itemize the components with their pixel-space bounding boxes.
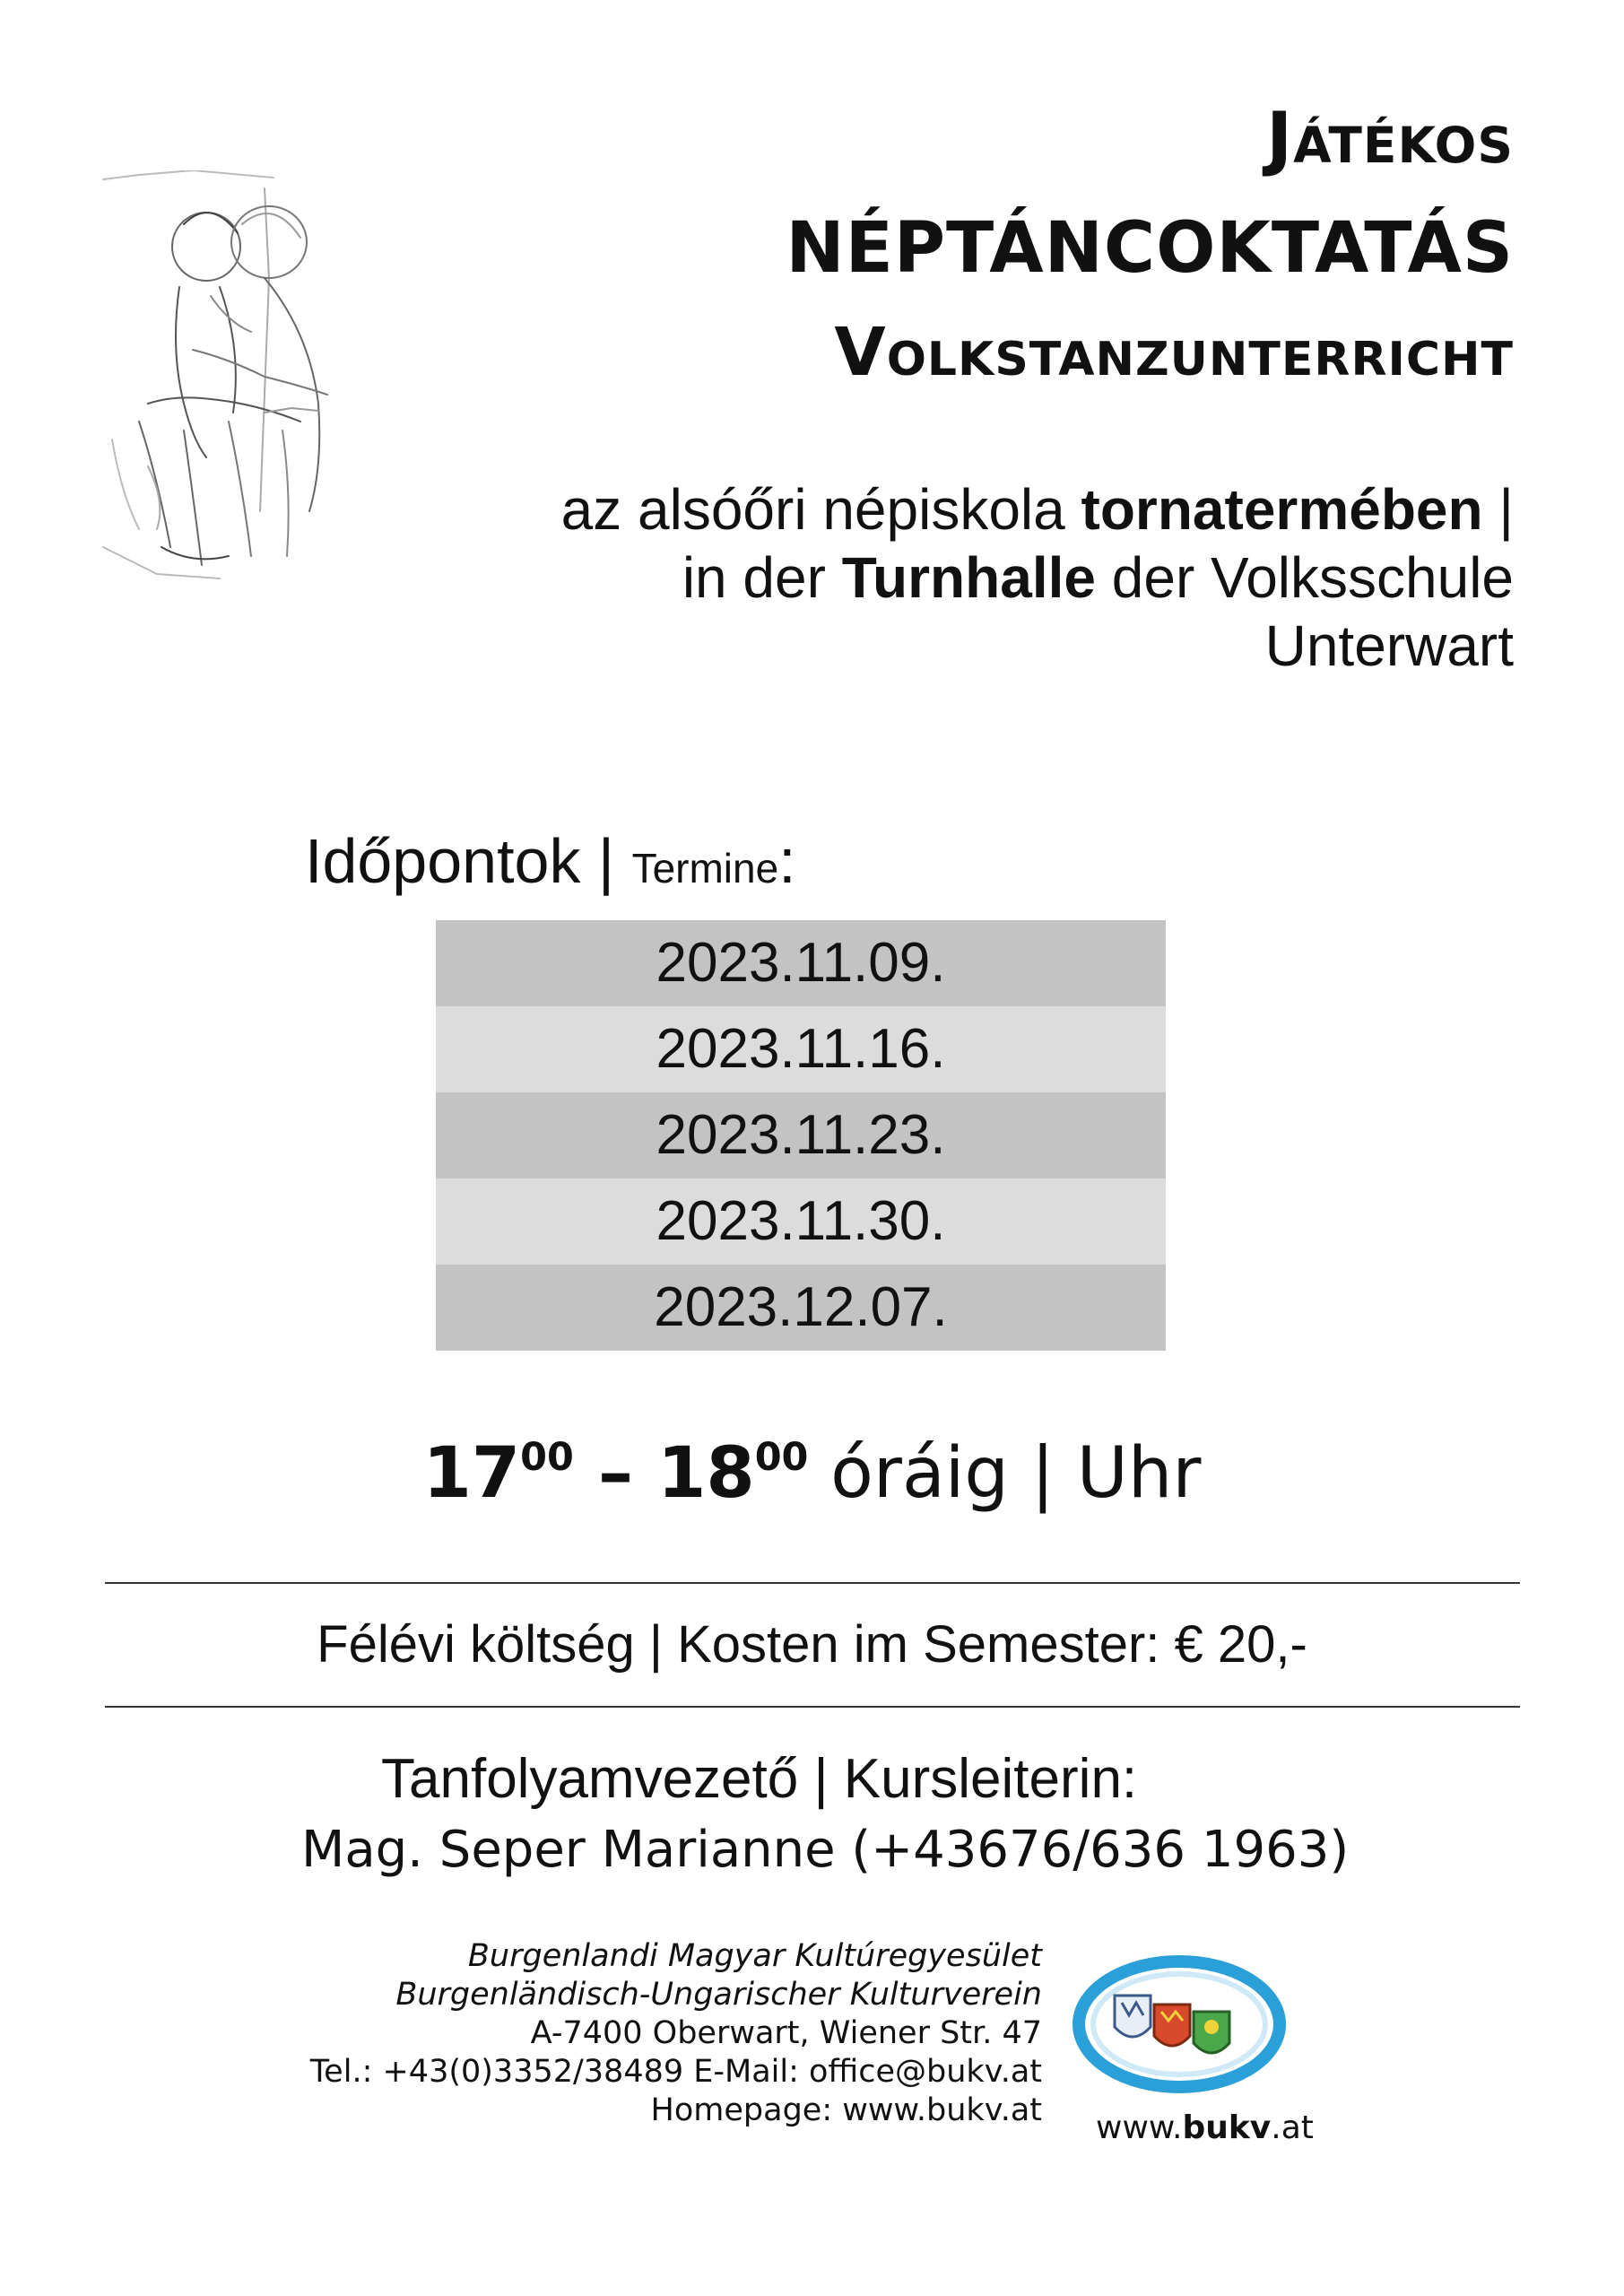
date-row: 2023.11.09.: [436, 920, 1166, 1006]
org-name-de: Burgenländisch-Ungarischer Kulturverein: [395, 1977, 1042, 2013]
dates-heading-main: Időpontok |: [305, 826, 632, 896]
location-line-1: [561, 475, 1514, 544]
bukv-logo: [1072, 1942, 1287, 2103]
logo-url-prefix: www.: [1096, 2109, 1183, 2146]
org-homepage: Homepage: www.bukv.at: [650, 2092, 1042, 2128]
org-address: A-7400 Oberwart, Wiener Str. 47: [530, 2015, 1042, 2051]
logo-url: [1096, 2109, 1314, 2146]
date-row: 2023.11.16.: [436, 1006, 1166, 1092]
logo-url-bold: bukv: [1182, 2109, 1272, 2146]
dates-heading-small: Termine: [631, 845, 779, 891]
time-start-hour: 17: [422, 1433, 521, 1514]
date-row: 2023.12.07.: [436, 1265, 1166, 1351]
divider-top: [105, 1582, 1520, 1584]
location-line-2: [682, 544, 1514, 612]
location-l2-pre: in der: [682, 545, 842, 610]
time-start-min: 00: [520, 1434, 574, 1480]
location-line-3: Unterwart: [1264, 613, 1514, 678]
divider-bottom: [105, 1706, 1520, 1708]
dates-heading: [305, 825, 796, 897]
org-contact: Tel.: +43(0)3352/38489 E-Mail: office@bukv.at: [309, 2054, 1042, 2090]
location-l1-pre: az alsóőri népiskola: [560, 477, 1081, 542]
title-line-3: Volkstanzunterricht: [834, 314, 1514, 391]
time-end-hour: 18: [657, 1433, 755, 1514]
dancers-illustration: [85, 170, 345, 592]
coat-of-arms-icon: [1115, 1996, 1229, 2053]
cost-text: Félévi költség | Kosten im Semester: € 20,-: [317, 1615, 1307, 1674]
time-range: [0, 1433, 1624, 1514]
location-l1-bold: tornatermében: [1081, 477, 1483, 542]
leader-label: Tanfolyamvezető | Kursleiterin:: [381, 1748, 1138, 1810]
date-row: 2023.11.30.: [436, 1178, 1166, 1265]
title-line-2: NÉPTÁNCOKTATÁS: [786, 208, 1514, 289]
logo-url-suffix: .at: [1271, 2109, 1314, 2146]
dates-table: [436, 920, 1166, 1351]
dates-heading-colon: :: [778, 826, 796, 896]
time-end-min: 00: [754, 1434, 809, 1480]
location-l2-post: der Volksschule: [1095, 545, 1514, 610]
leader-name: Mag. Seper Marianne (+43676/636 1963): [301, 1821, 1350, 1879]
time-suffix: óráig | Uhr: [808, 1433, 1202, 1514]
title-line-1: Játékos: [1266, 99, 1514, 179]
location-l1-post: |: [1482, 477, 1514, 542]
time-dash: –: [573, 1433, 658, 1514]
date-row: 2023.11.23.: [436, 1092, 1166, 1178]
location-l2-bold: Turnhalle: [841, 545, 1096, 610]
org-contact-block: [310, 1937, 1042, 2130]
org-name-hu: Burgenlandi Magyar Kultúregyesület: [467, 1938, 1042, 1974]
